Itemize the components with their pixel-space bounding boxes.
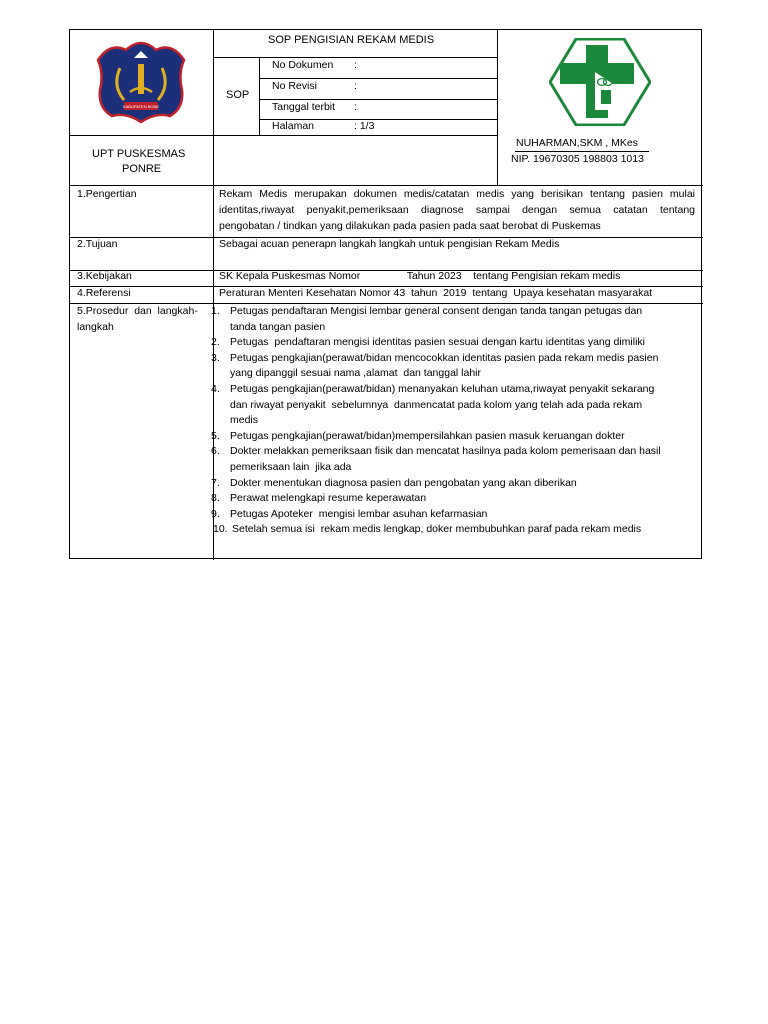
- procedure-step-number: 8.: [211, 492, 220, 505]
- procedure-step-text: Dokter melakkan pemeriksaan fisik dan mencatat hasilnya pada kolom pemerisaan dan hasil: [230, 445, 661, 458]
- procedure-step-number: 7.: [211, 476, 220, 489]
- procedure-step-number: 10.: [213, 523, 228, 536]
- pengertian-text-line3: pengobatan / tindkan yang dilakukan pada pasien pada saat berobat di Puskemas: [219, 220, 601, 232]
- sop-document: [69, 29, 702, 559]
- procedure-step-text: Perawat melengkapi resume keperawatan: [230, 492, 427, 505]
- tujuan-label: 2.Tujuan: [77, 238, 118, 250]
- procedure-step-text: Petugas Apoteker mengisi lembar asuhan kefarmasian: [230, 507, 488, 520]
- sop-label: SOP: [226, 89, 250, 101]
- sop-title: SOP PENGISIAN REKAM MEDIS: [268, 34, 435, 46]
- procedure-step-text: Dokter menentukan diagnosa pasien dan pengobatan yang akan diberikan: [230, 476, 577, 489]
- procedure-step-text: Petugas pendaftaran Mengisi lembar general consent dengan tanda tangan petugas dan: [230, 305, 643, 317]
- puskesmas-logo: [549, 38, 651, 126]
- signer-nip: NIP. 19670305 198803 1013: [511, 153, 644, 165]
- field-value-halaman: : 1/3: [354, 120, 375, 132]
- procedure-step-number: 3.: [211, 351, 220, 364]
- bone-regency-emblem: [94, 38, 188, 124]
- procedure-step-number: 6.: [211, 445, 220, 458]
- procedure-step: [211, 351, 706, 382]
- kebijakan-text: SK Kepala Puskesmas Nomor Tahun 2023 tentang Pengisian rekam medis: [219, 270, 621, 282]
- header-bottom-line: [70, 185, 703, 186]
- pengertian-text-line1: Rekam Medis merupakan dokumen medis/catatan medis yang berisikan tentang pasien mulai: [219, 188, 695, 200]
- procedure-step: [211, 335, 706, 351]
- procedure-step: [213, 522, 706, 538]
- kebijakan-label: 3.Kebijakan: [77, 270, 132, 282]
- procedure-step: [211, 507, 706, 523]
- prosedur-label-line2: langkah: [77, 321, 114, 333]
- procedure-step-text: Setelah semua isi rekam medis lengkap, doker membubuhkan paraf pada rekam medis: [232, 523, 642, 536]
- column-divider-right: [497, 30, 498, 185]
- prosedur-label-line1: 5.Prosedur dan langkah-: [77, 305, 198, 317]
- org-name-line2: PONRE: [122, 163, 162, 175]
- field-label-no-dokumen: No Dokumen: [272, 59, 334, 71]
- field-value-no-revisi: :: [354, 80, 357, 92]
- procedure-step-text: Petugas pengkajian(perawat/bidan mencocokkan identitas pasien pada rekam medis pasien: [230, 351, 659, 364]
- field-label-tanggal-terbit: Tanggal terbit: [272, 101, 336, 113]
- procedure-step-number: 4.: [211, 383, 220, 395]
- field-label-halaman: Halaman: [272, 120, 315, 132]
- procedure-step: [211, 491, 706, 507]
- procedure-step: [211, 444, 706, 475]
- procedure-step-text: dan riwayat penyakit sebelumnya danmencatat pada kolom yang telah ada pada rekam: [230, 398, 643, 411]
- referensi-label: 4.Referensi: [77, 287, 131, 299]
- procedure-step-number: 2.: [211, 336, 220, 349]
- procedure-step-text: Petugas pengkajian(perawat/bidan)mempersilahkan pasien masuk keruangan dokter: [230, 429, 625, 442]
- procedure-step-text: yang dipanggil sesuai nama ,alamat dan tanggal lahir: [230, 367, 482, 380]
- procedure-step-number: 1.: [211, 305, 220, 317]
- procedure-step: [211, 429, 706, 445]
- procedure-step-number: 9.: [211, 507, 220, 520]
- org-name-line1: UPT PUSKESMAS: [92, 148, 186, 160]
- pengertian-label: 1.Pengertian: [77, 188, 137, 200]
- pengertian-text-line2: identitas,riwayat penyakit,pemeriksaan diagnose sampai dengan semua catatan tentang: [219, 204, 695, 216]
- header-mid-line: [70, 135, 497, 136]
- referensi-text: Peraturan Menteri Kesehatan Nomor 43 tahun 2019 tentang Upaya kesehatan masyarakat: [219, 287, 653, 299]
- procedure-step-text: pemeriksaan lain jika ada: [230, 460, 352, 473]
- field-label-no-revisi: No Revisi: [272, 80, 317, 92]
- emblem-ribbon-text: KABUPATEN BONE: [122, 104, 160, 109]
- field-value-tanggal-terbit: :: [354, 101, 357, 113]
- sop-field-divider: [259, 57, 260, 135]
- procedure-step: [211, 476, 706, 492]
- field-value-no-dokumen: :: [354, 59, 357, 71]
- signer-name: NUHARMAN,SKM , MKes: [516, 137, 638, 149]
- procedure-step-text: medis: [230, 414, 259, 427]
- procedure-step-text: tanda tangan pasien: [230, 320, 326, 333]
- procedure-step-number: 5.: [211, 429, 220, 442]
- tujuan-text: Sebagai acuan penerapn langkah langkah untuk pengisian Rekam Medis: [219, 238, 560, 250]
- procedure-step: [211, 304, 706, 335]
- procedure-step-text: Petugas pendaftaran mengisi identitas pasien sesuai dengan kartu identitas yang dimiliki: [230, 336, 646, 349]
- procedure-step: [211, 382, 706, 429]
- procedure-step-text: Petugas pengkajian(perawat/bidan) menanyakan keluhan utama,riwayat penyakit sekarang: [230, 383, 655, 395]
